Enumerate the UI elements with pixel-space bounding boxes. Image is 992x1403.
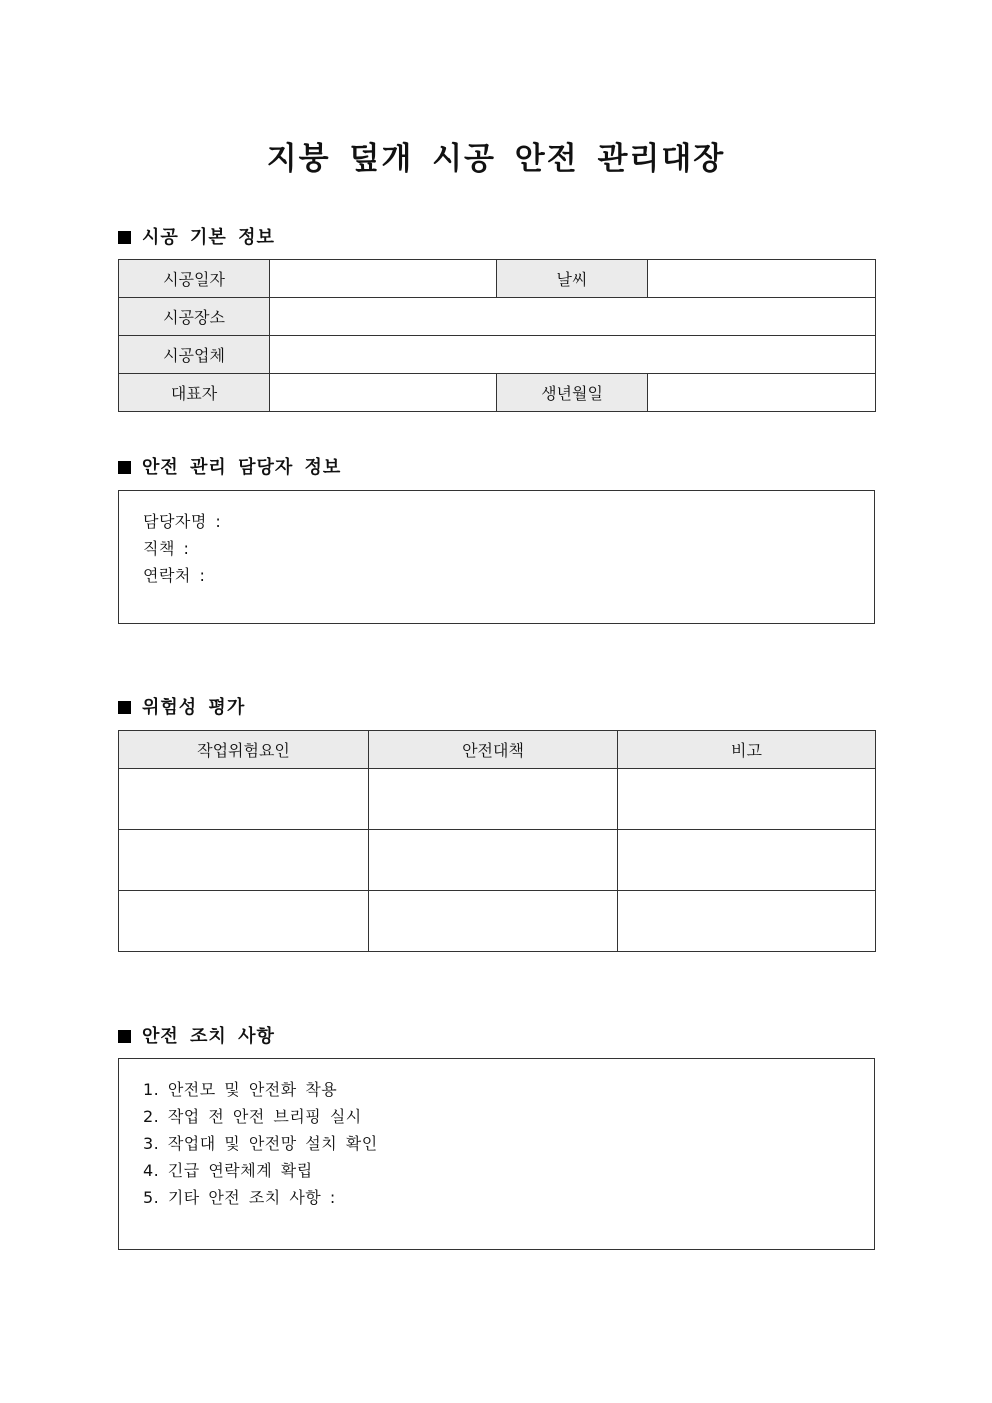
cell-hazard[interactable] bbox=[119, 830, 369, 891]
label-representative: 대표자 bbox=[119, 374, 270, 412]
label-birthdate: 생년월일 bbox=[497, 374, 648, 412]
label-weather: 날씨 bbox=[497, 260, 648, 298]
section-heading-safety-measures bbox=[118, 1022, 275, 1048]
basic-info-table bbox=[118, 259, 876, 412]
field-construction-location[interactable] bbox=[270, 298, 876, 336]
square-bullet-icon bbox=[118, 1030, 131, 1043]
section-heading-manager-info bbox=[118, 453, 341, 479]
cell-remarks[interactable] bbox=[618, 830, 876, 891]
section-heading-text: 시공 기본 정보 bbox=[142, 227, 275, 248]
square-bullet-icon bbox=[118, 461, 131, 474]
document-title: 지붕 덮개 시공 안전 관리대장 bbox=[266, 141, 726, 177]
section-heading-text: 안전 관리 담당자 정보 bbox=[142, 457, 342, 478]
field-construction-company[interactable] bbox=[270, 336, 876, 374]
safety-item-other[interactable]: 5. 기타 안전 조치 사항 : bbox=[143, 1188, 336, 1207]
label-construction-location: 시공장소 bbox=[119, 298, 270, 336]
safety-measures-box bbox=[118, 1058, 875, 1250]
label-construction-date: 시공일자 bbox=[119, 260, 270, 298]
manager-contact-line[interactable]: 연락처 : bbox=[143, 566, 206, 585]
table-row bbox=[119, 769, 876, 830]
cell-remarks[interactable] bbox=[618, 891, 876, 952]
square-bullet-icon bbox=[118, 701, 131, 714]
cell-countermeasure[interactable] bbox=[369, 891, 618, 952]
cell-remarks[interactable] bbox=[618, 769, 876, 830]
table-row bbox=[119, 336, 876, 374]
column-header-countermeasure: 안전대책 bbox=[369, 731, 618, 769]
safety-item: 4. 긴급 연락체계 확립 bbox=[143, 1161, 313, 1180]
manager-info-box bbox=[118, 490, 875, 624]
table-row bbox=[119, 891, 876, 952]
field-weather[interactable] bbox=[648, 260, 876, 298]
section-heading-text: 안전 조치 사항 bbox=[142, 1026, 275, 1047]
section-heading-basic-info bbox=[118, 223, 275, 249]
safety-item: 1. 안전모 및 안전화 착용 bbox=[143, 1080, 338, 1099]
table-row bbox=[119, 298, 876, 336]
column-header-hazard: 작업위험요인 bbox=[119, 731, 369, 769]
safety-item: 2. 작업 전 안전 브리핑 실시 bbox=[143, 1107, 362, 1126]
section-heading-risk-assessment bbox=[118, 693, 245, 719]
table-row bbox=[119, 260, 876, 298]
table-row bbox=[119, 374, 876, 412]
cell-countermeasure[interactable] bbox=[369, 830, 618, 891]
label-construction-company: 시공업체 bbox=[119, 336, 270, 374]
field-birthdate[interactable] bbox=[648, 374, 876, 412]
cell-hazard[interactable] bbox=[119, 769, 369, 830]
field-representative[interactable] bbox=[270, 374, 497, 412]
safety-item: 3. 작업대 및 안전망 설치 확인 bbox=[143, 1134, 378, 1153]
cell-countermeasure[interactable] bbox=[369, 769, 618, 830]
table-header-row bbox=[119, 731, 876, 769]
manager-position-line[interactable]: 직책 : bbox=[143, 539, 190, 558]
risk-assessment-table bbox=[118, 730, 876, 952]
cell-hazard[interactable] bbox=[119, 891, 369, 952]
square-bullet-icon bbox=[118, 231, 131, 244]
section-heading-text: 위험성 평가 bbox=[142, 697, 246, 718]
column-header-remarks: 비고 bbox=[618, 731, 876, 769]
field-construction-date[interactable] bbox=[270, 260, 497, 298]
table-row bbox=[119, 830, 876, 891]
manager-name-line[interactable]: 담당자명 : bbox=[143, 512, 222, 531]
